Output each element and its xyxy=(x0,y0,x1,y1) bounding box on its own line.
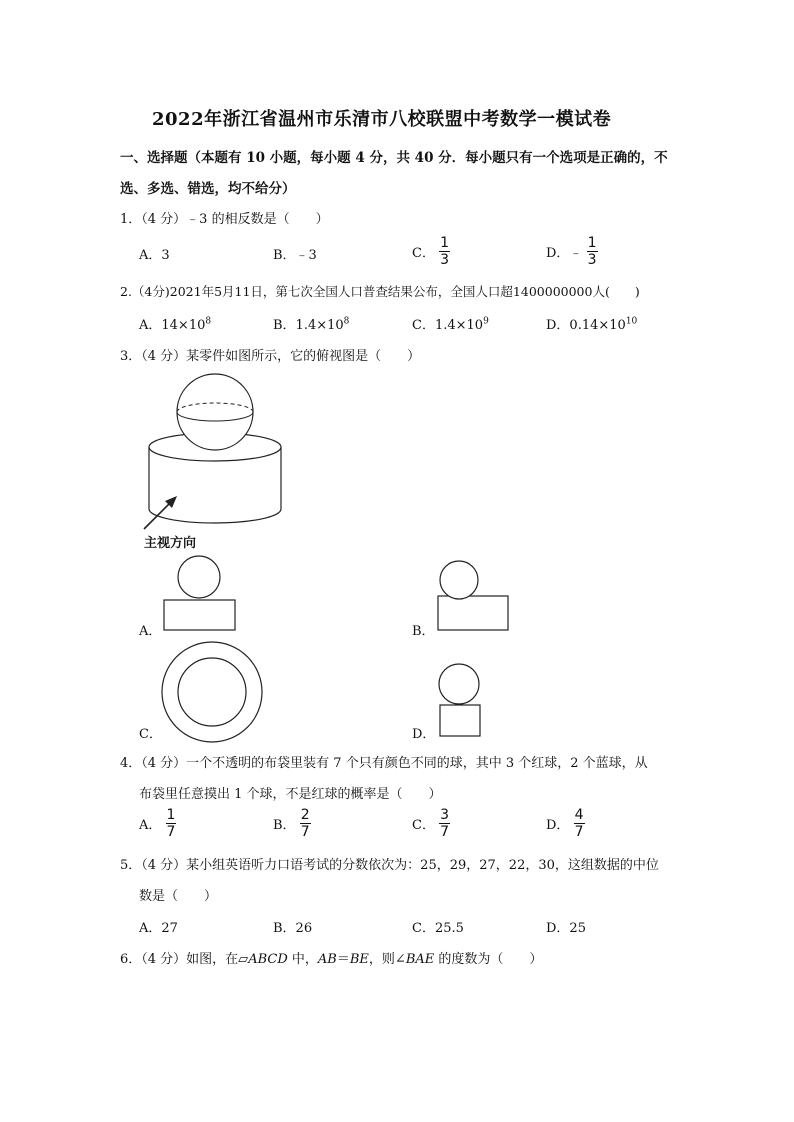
q2-option-c-base: C．1.4×10 xyxy=(412,318,484,333)
fraction-numerator: 2 xyxy=(300,807,310,823)
q4-option-a-label: A． xyxy=(139,818,162,833)
circle-shape xyxy=(440,561,478,599)
fraction-denominator: 7 xyxy=(440,824,450,840)
section-header-line1: 一、选择题（本题有 10 小题，每小题 4 分，共 40 分．每小题只有一个选项是正确的，不 xyxy=(120,150,668,166)
q2-option-d-base: D．0.14×10 xyxy=(546,318,626,333)
fraction-denominator: 7 xyxy=(574,824,584,840)
q6-stem-suffix: 的度数为（ ） xyxy=(434,952,543,967)
q3-stem: 3．（4 分）某零件如图所示，它的俯视图是（ ） xyxy=(120,349,421,364)
q2-option-b xyxy=(273,314,349,333)
fraction-denominator: 3 xyxy=(440,252,450,268)
q5-stem-line2: 数是（ ） xyxy=(139,889,218,904)
page-title: 2022年浙江省温州市乐清市八校联盟中考数学一模试卷 xyxy=(152,109,612,130)
q6-angle-bae: BAE xyxy=(405,952,435,967)
q3-option-a-label: A． xyxy=(139,624,162,639)
q2-option-b-exponent: 8 xyxy=(343,316,350,327)
q5-option-b: B．26 xyxy=(273,921,313,936)
q4-stem-line1: 4．（4 分）一个不透明的布袋里装有 7 个只有颜色不同的球，其中 3 个红球，2 个蓝球，从 xyxy=(120,756,648,771)
q2-stem: 2.（4分)2021年5月11日，第七次全国人口普查结果公布，全国人口超1400000000人( ) xyxy=(120,284,640,299)
q1-option-d-fraction xyxy=(587,236,598,267)
fraction-numerator: 3 xyxy=(440,807,450,823)
q1-option-c-fraction xyxy=(439,236,450,267)
rectangle-shape xyxy=(164,600,235,630)
q4-option-b-label: B． xyxy=(273,818,296,833)
q1-option-c-label: C． xyxy=(412,246,435,261)
q6-stem-text: 中， xyxy=(287,952,318,967)
q4-option-c-fraction xyxy=(439,808,450,839)
fraction-denominator: 7 xyxy=(166,824,176,840)
q4-option-c-label: C． xyxy=(412,818,435,833)
circle-shape xyxy=(178,556,220,598)
q1-stem: 1．（4 分）﹣3 的相反数是（ ） xyxy=(120,212,329,227)
q6-parallelogram-name: ABCD xyxy=(248,952,288,967)
q2-option-a-base: A．14×10 xyxy=(139,318,206,333)
q3-option-c-label: C． xyxy=(139,727,162,742)
circle-shape xyxy=(439,664,479,704)
q4-option-a xyxy=(139,808,176,839)
q4-option-d xyxy=(546,808,585,839)
q6-equals-sign: ＝ xyxy=(336,952,350,967)
q6-stem-text: ，则∠ xyxy=(368,952,406,967)
q4-option-c xyxy=(412,808,450,839)
q3-part-figure xyxy=(130,368,300,553)
q6-segment-ab: AB xyxy=(317,952,337,967)
q2-option-c xyxy=(412,314,489,333)
q3-option-a-figure xyxy=(160,553,240,635)
q3-option-c-figure xyxy=(158,638,266,746)
fraction-numerator: 1 xyxy=(587,235,597,251)
q4-option-b-fraction xyxy=(300,808,311,839)
q1-option-c xyxy=(412,236,450,267)
q1-option-d xyxy=(546,236,598,267)
q1-option-a: A．3 xyxy=(139,248,170,263)
rectangle-shape xyxy=(438,596,508,630)
q4-option-d-fraction xyxy=(574,808,585,839)
q2-option-d-exponent: 10 xyxy=(625,316,638,327)
q4-option-a-fraction xyxy=(166,808,177,839)
q3-option-b-figure xyxy=(435,558,515,635)
q1-option-d-label: D．﹣ xyxy=(546,246,583,261)
q2-option-c-exponent: 9 xyxy=(483,316,489,327)
q4-stem-line2: 布袋里任意摸出 1 个球，不是红球的概率是（ ） xyxy=(139,787,442,802)
section-header-line2: 选、多选、错选，均不给分） xyxy=(120,181,296,197)
fraction-denominator: 7 xyxy=(300,824,310,840)
q3-figure-label: 主视方向 xyxy=(144,536,197,551)
fraction-denominator: 3 xyxy=(587,252,597,268)
rectangle-shape xyxy=(440,705,480,736)
q3-option-d-label: D． xyxy=(412,727,436,742)
fraction-numerator: 1 xyxy=(440,235,450,251)
inner-circle-shape xyxy=(178,658,246,726)
q2-option-a-exponent: 8 xyxy=(205,316,212,327)
q5-option-a: A．27 xyxy=(139,921,178,936)
fraction-numerator: 1 xyxy=(166,807,176,823)
q6-stem-prefix: 6．（4 分）如图，在▱ xyxy=(120,952,249,967)
sphere xyxy=(177,374,253,450)
q2-option-a xyxy=(139,314,211,333)
q3-option-b-label: B． xyxy=(412,624,435,639)
q5-option-c: C．25.5 xyxy=(412,921,464,936)
q5-option-d: D．25 xyxy=(546,921,586,936)
q1-option-b: B．﹣3 xyxy=(273,248,317,263)
q3-option-d-figure xyxy=(435,660,487,740)
q5-stem-line1: 5．（4 分）某小组英语听力口语考试的分数依次为：25，29，27，22，30，这组数据的中位 xyxy=(120,858,659,873)
q4-option-d-label: D． xyxy=(546,818,570,833)
q2-option-b-base: B．1.4×10 xyxy=(273,318,344,333)
q2-option-d xyxy=(546,314,637,333)
q6-segment-be: BE xyxy=(349,952,369,967)
q4-option-b xyxy=(273,808,311,839)
fraction-numerator: 4 xyxy=(574,807,584,823)
q6-stem xyxy=(120,948,542,967)
